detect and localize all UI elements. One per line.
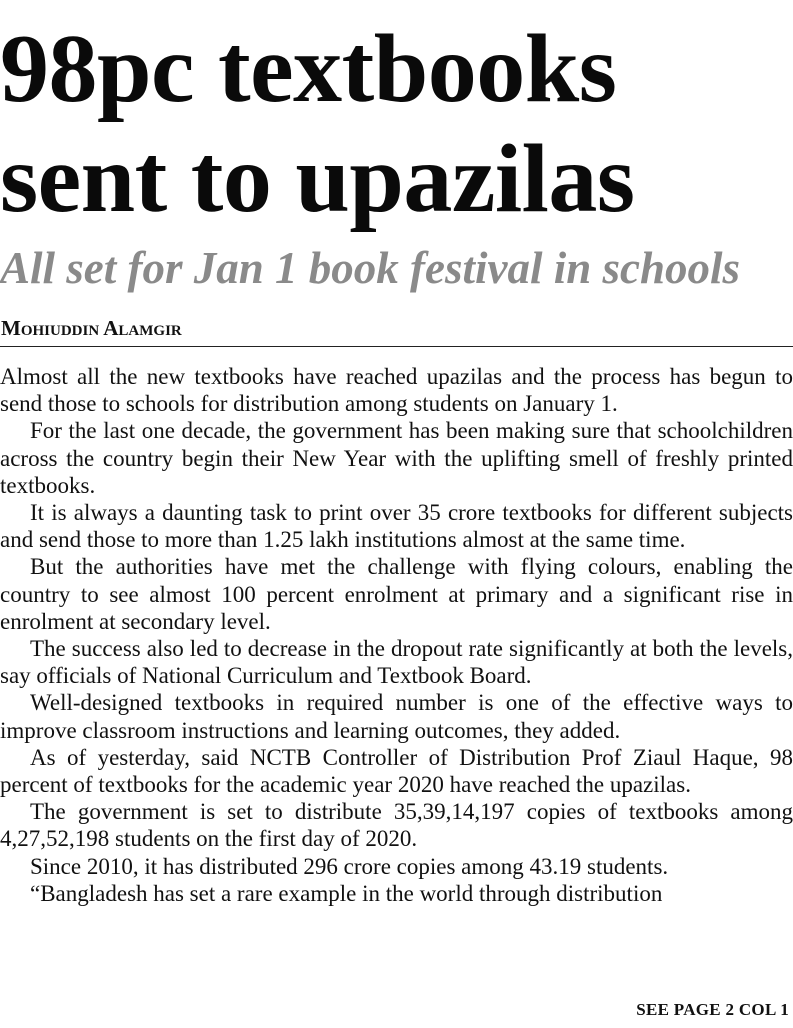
article-body: [0, 363, 793, 907]
paragraph: As of yesterday, said NCTB Controller of Distribution Prof Ziaul Haque, 98 percent of textbooks for the academic year 2020 have reached the upazilas.: [0, 744, 793, 798]
paragraph: For the last one decade, the government has been making sure that schoolchildren across the country begin their New Year with the uplifting smell of freshly printed textbooks.: [0, 418, 793, 498]
paragraph: Almost all the new textbooks have reached upazilas and the process has begun to send those to schools for distribution among students on January 1.: [0, 364, 793, 417]
headline: [0, 14, 793, 234]
subheadline: All set for Jan 1 book festival in schools: [0, 243, 741, 293]
paragraph: It is always a daunting task to print over 35 crore textbooks for different subjects and send those to more than 1.25 lakh institutions almost at the same time.: [0, 500, 793, 553]
paragraph: Since 2010, it has distributed 296 crore copies among 43.19 students.: [30, 853, 669, 879]
headline-line-2: sent to upazilas: [0, 125, 635, 233]
paragraph: The success also led to decrease in the dropout rate significantly at both the levels, say officials of National Curriculum and Textbook Board.: [0, 636, 793, 689]
paragraph: But the authorities have met the challenge with flying colours, enabling the country to see almost 100 percent enrolment at primary and a significant rise in enrolment at secondary level.: [0, 554, 793, 634]
headline-line-1: 98pc textbooks: [0, 15, 617, 123]
paragraph: “Bangladesh has set a rare example in the world through distribution: [30, 880, 663, 906]
paragraph: Well-designed textbooks in required number is one of the effective ways to improve classroom instructions and learning outcomes, they added.: [0, 690, 793, 743]
byline-divider: [0, 346, 793, 347]
paragraph: The government is set to distribute 35,39,14,197 copies of textbooks among 4,27,52,198 students on the first day of 2020.: [0, 799, 793, 852]
continuation-jump-line[interactable]: SEE PAGE 2 COL 1: [636, 1000, 789, 1019]
byline: Mohiuddin Alamgir: [1, 316, 182, 340]
